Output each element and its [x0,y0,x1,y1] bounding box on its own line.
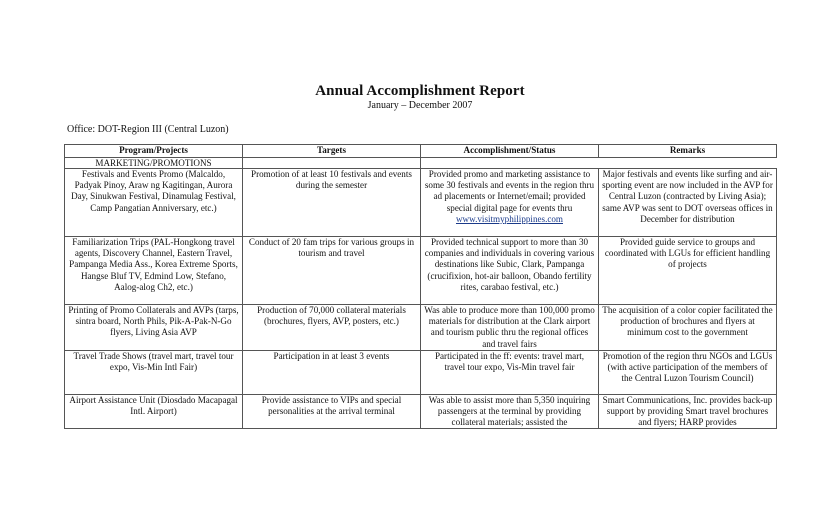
office-label: Office: DOT-Region III (Central Luzon) [67,124,229,135]
status-link[interactable]: www.visitmyphilippines.com [455,213,563,224]
accomplishment-table [64,144,777,429]
remarks-cell: Promotion of the region thru NGOs and LGUs (with active participation of the members of the Central Luzon Tourism Council) [599,350,777,394]
program-cell: Airport Assistance Unit (Diosdado Macapagal Intl. Airport) [65,394,243,429]
target-cell: Production of 70,000 collateral materials (brochures, flyers, AVP, posters, etc.) [243,305,421,351]
section-row [65,158,777,169]
section-label: MARKETING/PROMOTIONS [65,158,243,169]
report-title: Annual Accomplishment Report [315,83,525,99]
program-cell: Travel Trade Shows (travel mart, travel tour expo, Vis-Min Intl Fair) [65,350,243,394]
remarks-cell: Major festivals and events like surfing and air-sporting event are now included in the AVP for Central Luzon (contracted by Living Asia); same AVP was sent to DOT overseas offices in December for distribution [599,169,777,237]
target-cell: Conduct of 20 fam trips for various groups in tourism and travel [243,237,421,305]
status-text: Provided promo and marketing assistance to some 30 festivals and events in the region thru ad placements or Internet/email; provided special digital page for events thru [424,169,595,213]
table-row [65,169,777,237]
table-header-row [65,145,777,158]
status-cell: Participated in the ff: events: travel mart, travel tour expo, Vis-Min travel fair [421,350,599,394]
program-cell: Familiarization Trips (PAL-Hongkong travel agents, Discovery Channel, Eastern Travel, Pampanga Media Ass., Korea Extreme Sports, Hangse Bluf TV, Edmind Low, Stefano, Aalog-alog Ch2, etc.) [65,237,243,305]
status-cell: Was able to produce more than 100,000 promo materials for distribution at the Clark airport and tourism public thru the regional offices and travel fairs [421,305,599,351]
status-cell [421,169,599,237]
target-cell: Provide assistance to VIPs and special personalities at the arrival terminal [243,394,421,429]
remarks-cell: Provided guide service to groups and coordinated with LGUs for efficient handling of projects [599,237,777,305]
column-header-program: Program/Projects [65,145,243,158]
report-period: January – December 2007 [367,100,473,111]
status-cell: Was able to assist more than 5,350 inquiring passengers at the terminal by providing collateral materials; assisted the [421,394,599,429]
column-header-status: Accomplishment/Status [421,145,599,158]
column-header-remarks: Remarks [599,145,777,158]
section-blank [599,158,777,169]
program-cell: Festivals and Events Promo (Malcaldo, Padyak Pinoy, Araw ng Kagitingan, Aurora Day, Sinukwan Festival, Dinamulag Festival, Camp Pangatian Anniversary, etc.) [65,169,243,237]
program-cell: Printing of Promo Collaterals and AVPs (tarps, sintra board, North Phils, Pik-A-Pak-N-Go flyers, Living Asia AVP [65,305,243,351]
table-row [65,305,777,351]
remarks-cell: Smart Communications, Inc. provides back-up support by providing Smart travel brochures and flyers; HARP provides [599,394,777,429]
target-cell: Participation in at least 3 events [243,350,421,394]
column-header-targets: Targets [243,145,421,158]
target-cell: Promotion of at least 10 festivals and events during the semester [243,169,421,237]
status-cell: Provided technical support to more than 30 companies and individuals in covering various destinations like Subic, Clark, Pampanga (crucifixion, hot-air balloon, Obando fertility rites, carabao festival, etc.) [421,237,599,305]
table-row [65,350,777,394]
remarks-cell: The acquisition of a color copier facilitated the production of brochures and flyers at minimum cost to the government [599,305,777,351]
section-empty-cell [243,158,421,169]
table-row [65,394,777,429]
table-row [65,237,777,305]
section-blank [421,158,599,169]
